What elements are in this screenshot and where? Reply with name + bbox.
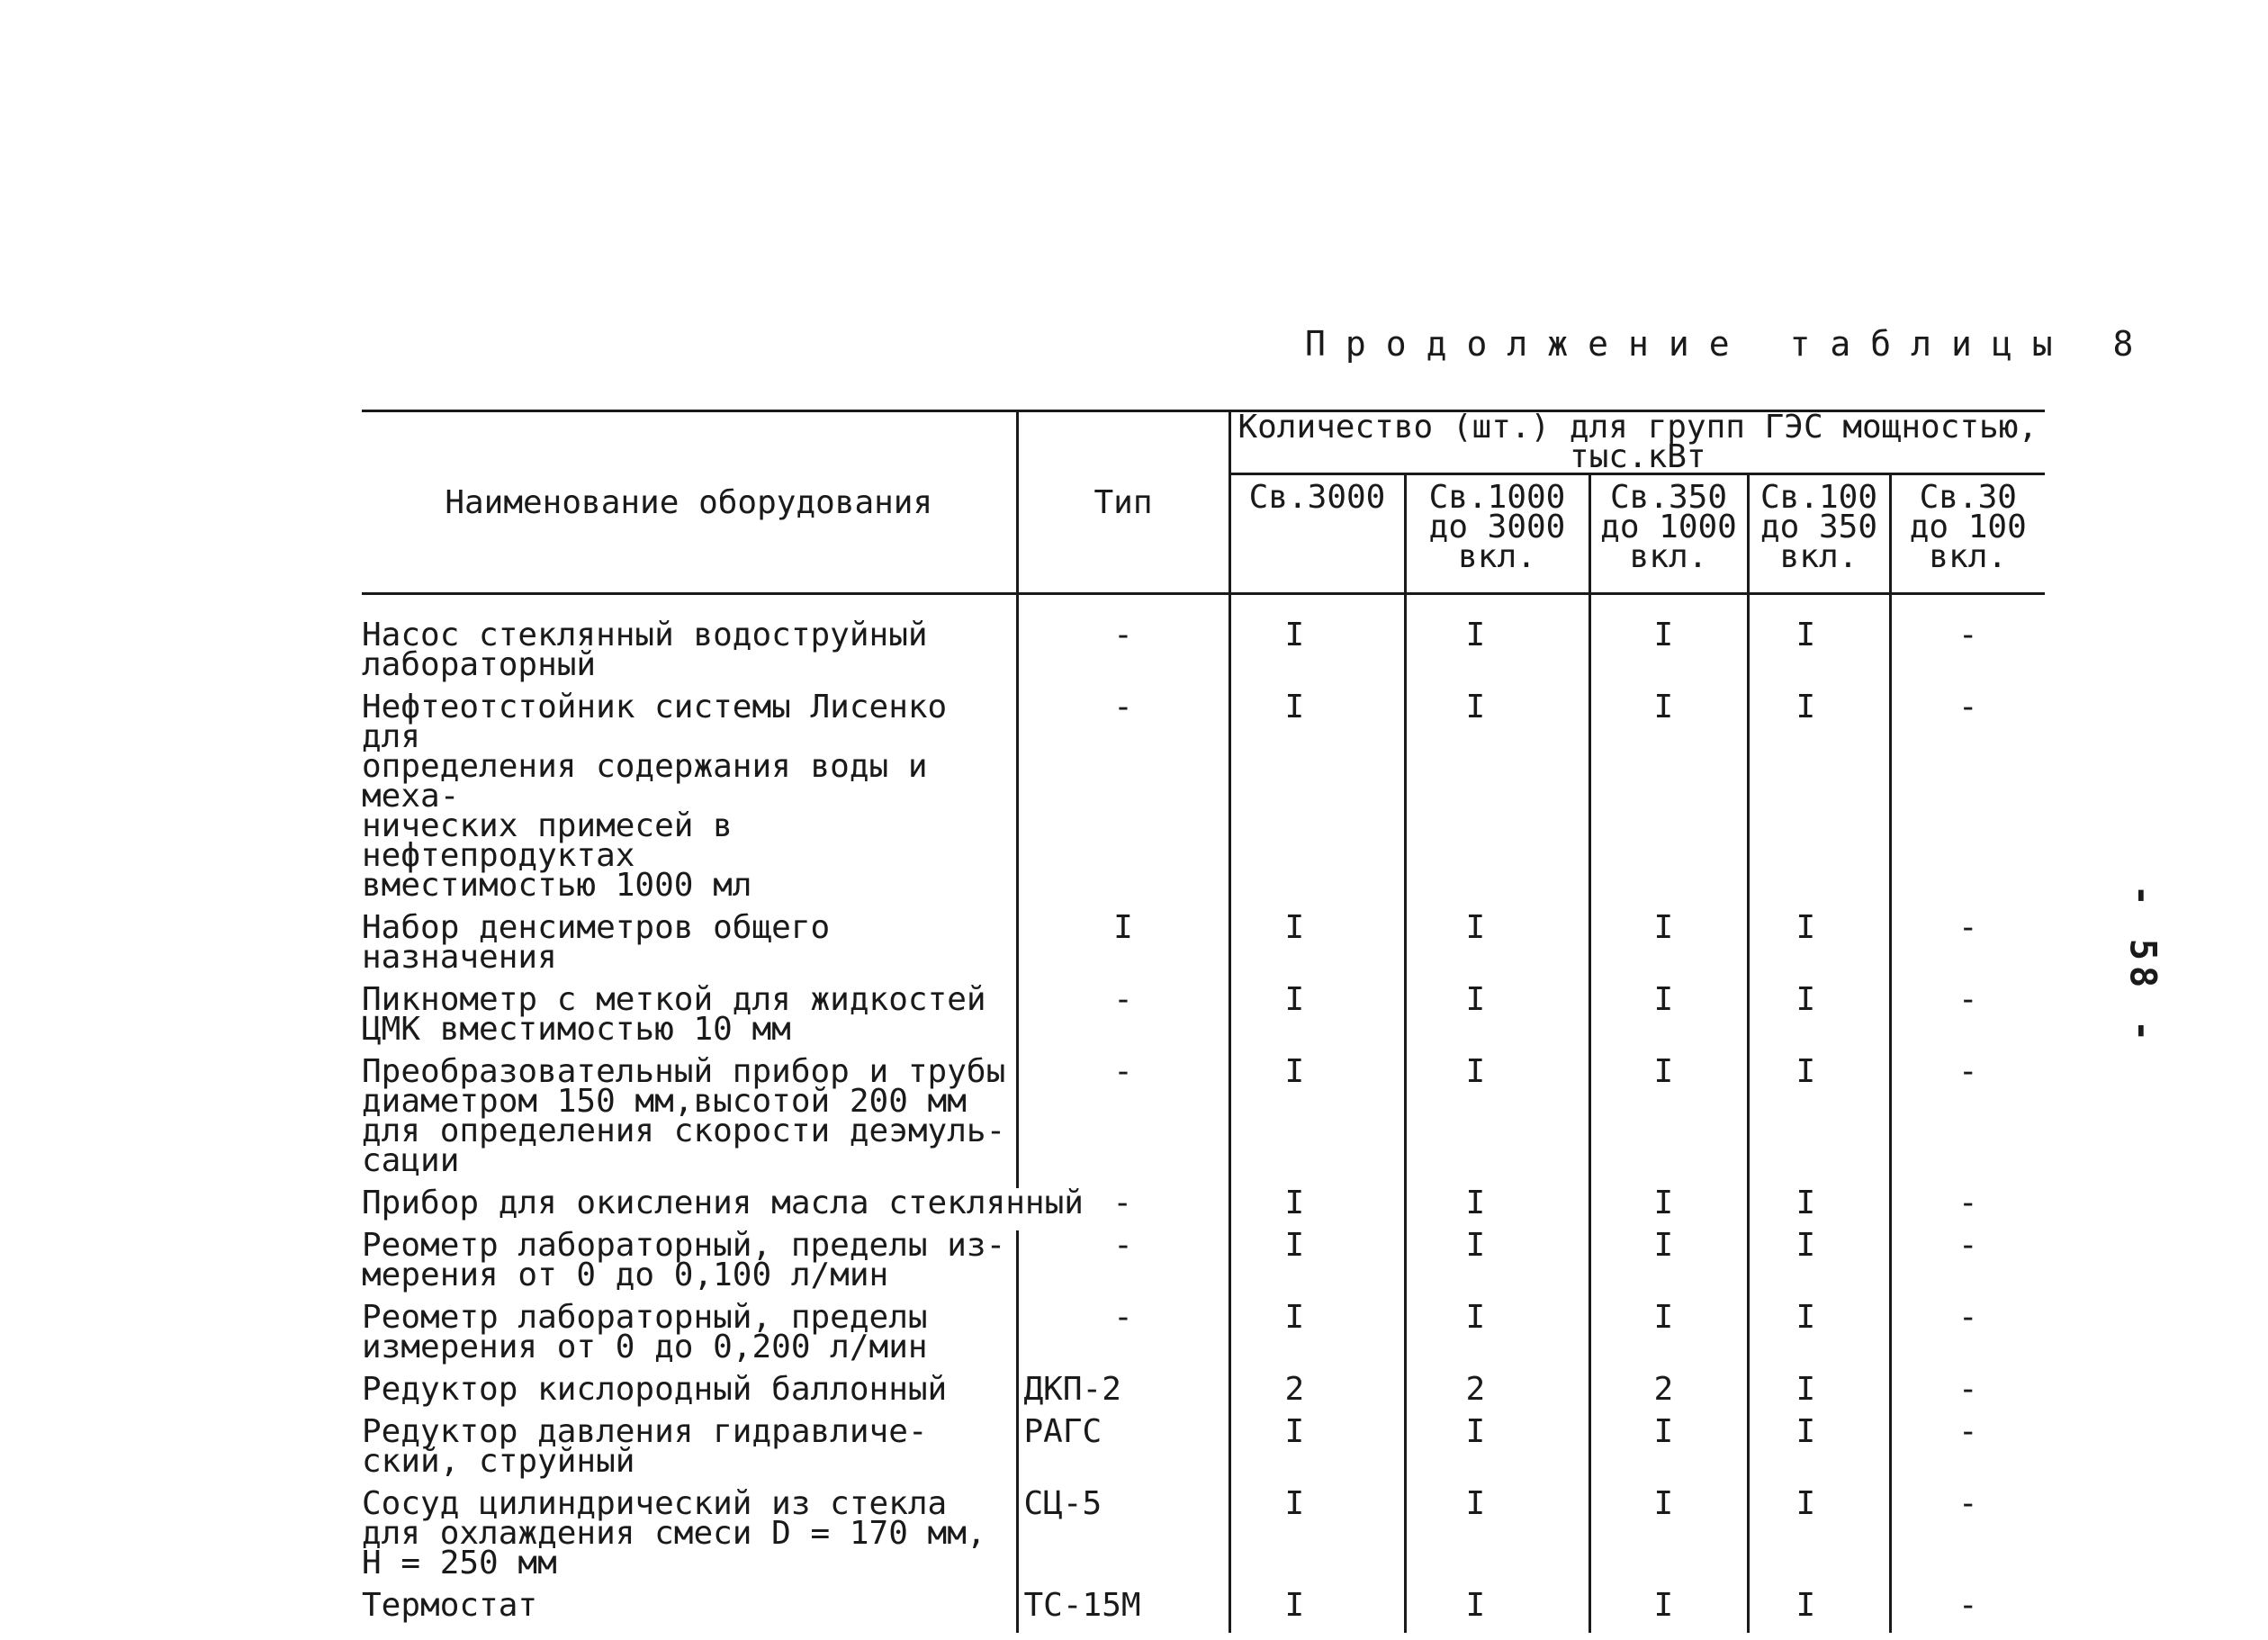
header-group-2-line1: Св.1000 bbox=[1428, 479, 1566, 517]
row-value-group-5: - bbox=[1958, 1053, 1978, 1090]
table-row bbox=[362, 913, 2045, 985]
row-name: Прибор для окисления масла стеклянный bbox=[362, 1185, 1084, 1221]
header-group-2-line3: вкл. bbox=[1458, 538, 1536, 576]
row-value-group-3: I bbox=[1589, 985, 1748, 1057]
page-number: - 58 - bbox=[2121, 884, 2164, 1048]
row-value-group-1: I bbox=[1229, 1057, 1405, 1188]
row-value-group-1: I bbox=[1229, 1417, 1405, 1489]
equipment-table-container bbox=[362, 410, 2045, 1633]
table-row bbox=[362, 1374, 2045, 1417]
row-value-group-4: I bbox=[1748, 594, 1890, 693]
row-value-group-3: I bbox=[1589, 1489, 1748, 1590]
row-name: Насос стеклянный водоструйный лабораторный bbox=[362, 594, 1017, 693]
row-value-group-1: I bbox=[1229, 692, 1405, 913]
row-value-group-2: I bbox=[1405, 1302, 1589, 1374]
row-value-group-2: I bbox=[1405, 985, 1589, 1057]
row-name: Реометр лабораторный, пределы из- мерения от 0 до 0,100 л/мин bbox=[362, 1230, 1017, 1302]
row-value-group-1: 2 bbox=[1229, 1374, 1405, 1417]
header-group-2-line2: до 3000 bbox=[1428, 509, 1566, 546]
header-group-3 bbox=[1589, 474, 1748, 594]
row-name: Нефтеотстойник системы Лисенко для определения содержания воды и меха- нических примесей в нефтепродуктах вместимостью 1000 мл bbox=[362, 692, 1017, 913]
row-value-group-3: I bbox=[1589, 1057, 1748, 1188]
row-value-group-1: I bbox=[1229, 985, 1405, 1057]
row-value-group-1: I bbox=[1229, 913, 1405, 985]
row-value-group-3: I bbox=[1589, 1590, 1748, 1633]
row-type: - bbox=[1017, 1188, 1229, 1230]
row-value-group-3: I bbox=[1589, 692, 1748, 913]
table-caption: Продолжение таблицы 8 bbox=[1305, 324, 2154, 364]
header-group-4 bbox=[1748, 474, 1890, 594]
row-type: - bbox=[1017, 1057, 1229, 1188]
row-value-group-2: I bbox=[1405, 1489, 1589, 1590]
table-row bbox=[362, 1417, 2045, 1489]
row-value-group-1: I bbox=[1229, 1188, 1405, 1230]
row-value-group-5: - bbox=[1958, 1227, 1978, 1264]
row-value-group-2: I bbox=[1405, 1057, 1589, 1188]
row-value-group-5: - bbox=[1958, 1299, 1978, 1336]
row-value-group-4: I bbox=[1748, 1230, 1890, 1302]
row-value-group-5: - bbox=[1958, 1185, 1978, 1221]
row-value-group-3: I bbox=[1589, 594, 1748, 693]
row-value-group-1: I bbox=[1229, 1230, 1405, 1302]
header-group-3-line3: вкл. bbox=[1629, 538, 1708, 576]
row-value-group-4: I bbox=[1748, 1489, 1890, 1590]
row-type: - bbox=[1017, 594, 1229, 693]
row-value-group-2: I bbox=[1405, 1230, 1589, 1302]
row-value-group-3: I bbox=[1589, 1302, 1748, 1374]
row-value-group-3: I bbox=[1589, 1188, 1748, 1230]
row-value-group-4: I bbox=[1748, 1188, 1890, 1230]
row-name: Сосуд цилиндрический из стекла для охлаждения смеси D = 170 мм, H = 250 мм bbox=[362, 1489, 1017, 1590]
row-value-group-5: - bbox=[1958, 909, 1978, 946]
table-row bbox=[362, 692, 2045, 913]
equipment-table bbox=[362, 410, 2045, 1633]
table-body bbox=[362, 594, 2045, 1634]
row-value-group-5: - bbox=[1958, 1485, 1978, 1522]
row-value-group-2: 2 bbox=[1405, 1374, 1589, 1417]
row-type: ДКП-2 bbox=[1017, 1374, 1229, 1417]
row-value-group-2: I bbox=[1405, 594, 1589, 693]
row-value-group-4: I bbox=[1748, 985, 1890, 1057]
row-name: Преобразовательный прибор и трубы диаметром 150 мм,высотой 200 мм для определения скорости деэмуль- сации bbox=[362, 1057, 1017, 1188]
row-value-group-3: I bbox=[1589, 1417, 1748, 1489]
header-name: Наименование оборудования bbox=[362, 411, 1017, 594]
header-group-3-line2: до 1000 bbox=[1600, 509, 1737, 546]
row-type: ТС-15М bbox=[1017, 1590, 1229, 1633]
row-value-group-4: I bbox=[1748, 692, 1890, 913]
row-name: Редуктор кислородный баллонный bbox=[362, 1374, 1017, 1417]
header-type: Тип bbox=[1017, 411, 1229, 594]
row-name: Реометр лабораторный, пределы измерения от 0 до 0,200 л/мин bbox=[362, 1302, 1017, 1374]
header-group-3-line1: Св.350 bbox=[1609, 479, 1728, 517]
row-name: Термостат bbox=[362, 1590, 1017, 1633]
header-group-1 bbox=[1229, 474, 1405, 594]
header-group-4-line2: до 350 bbox=[1760, 509, 1878, 546]
table-row bbox=[362, 985, 2045, 1057]
table-row bbox=[362, 1590, 2045, 1633]
header-group-2 bbox=[1405, 474, 1589, 594]
row-type: - bbox=[1017, 1302, 1229, 1374]
header-group-5-line2: до 100 bbox=[1909, 509, 2027, 546]
header-group-4-line3: вкл. bbox=[1779, 538, 1858, 576]
row-value-group-4: I bbox=[1748, 1417, 1890, 1489]
header-group-1-line1: Св.3000 bbox=[1248, 479, 1386, 517]
table-row bbox=[362, 1489, 2045, 1590]
row-type: I bbox=[1017, 913, 1229, 985]
table-header bbox=[362, 411, 2045, 594]
row-type: СЦ-5 bbox=[1017, 1489, 1229, 1590]
row-value-group-2: I bbox=[1405, 1590, 1589, 1633]
row-value-group-2: I bbox=[1405, 1188, 1589, 1230]
row-value-group-5: - bbox=[1958, 617, 1978, 653]
row-value-group-3: I bbox=[1589, 913, 1748, 985]
row-name: Редуктор давления гидравличе- ский, струйный bbox=[362, 1417, 1017, 1489]
row-value-group-1: I bbox=[1229, 1489, 1405, 1590]
row-value-group-5: - bbox=[1958, 1413, 1978, 1450]
row-value-group-2: I bbox=[1405, 692, 1589, 913]
row-name: Набор денсиметров общего назначения bbox=[362, 913, 1017, 985]
row-type: - bbox=[1017, 1230, 1229, 1302]
row-name: Пикнометр с меткой для жидкостей ЦМК вместимостью 10 мм bbox=[362, 985, 1017, 1057]
row-value-group-5: - bbox=[1958, 1371, 1978, 1408]
row-value-group-3: 2 bbox=[1589, 1374, 1748, 1417]
row-type: - bbox=[1017, 692, 1229, 913]
table-row bbox=[362, 1302, 2045, 1374]
row-value-group-4: I bbox=[1748, 1590, 1890, 1633]
row-value-group-2: I bbox=[1405, 1417, 1589, 1489]
row-value-group-5: - bbox=[1958, 1587, 1978, 1624]
row-value-group-4: I bbox=[1748, 1374, 1890, 1417]
row-value-group-1: I bbox=[1229, 1590, 1405, 1633]
row-value-group-1: I bbox=[1229, 594, 1405, 693]
row-value-group-2: I bbox=[1405, 913, 1589, 985]
header-group-4-line1: Св.100 bbox=[1760, 479, 1878, 517]
row-value-group-3: I bbox=[1589, 1230, 1748, 1302]
table-row bbox=[362, 594, 2045, 693]
row-type: РАГС bbox=[1017, 1417, 1229, 1489]
row-type: - bbox=[1017, 985, 1229, 1057]
header-group-5-line3: вкл. bbox=[1929, 538, 2008, 576]
table-row bbox=[362, 1188, 2045, 1230]
row-value-group-5: - bbox=[1958, 981, 1978, 1018]
row-value-group-4: I bbox=[1748, 913, 1890, 985]
header-group-5-line1: Св.30 bbox=[1919, 479, 2017, 517]
table-row bbox=[362, 1057, 2045, 1188]
header-group-5 bbox=[1890, 474, 2045, 594]
table-row bbox=[362, 1230, 2045, 1302]
header-quantity: Количество (шт.) для групп ГЭС мощностью, тыс.кВт bbox=[1229, 411, 2045, 474]
row-value-group-1: I bbox=[1229, 1302, 1405, 1374]
row-value-group-4: I bbox=[1748, 1302, 1890, 1374]
row-value-group-4: I bbox=[1748, 1057, 1890, 1188]
row-value-group-5: - bbox=[1958, 689, 1978, 725]
